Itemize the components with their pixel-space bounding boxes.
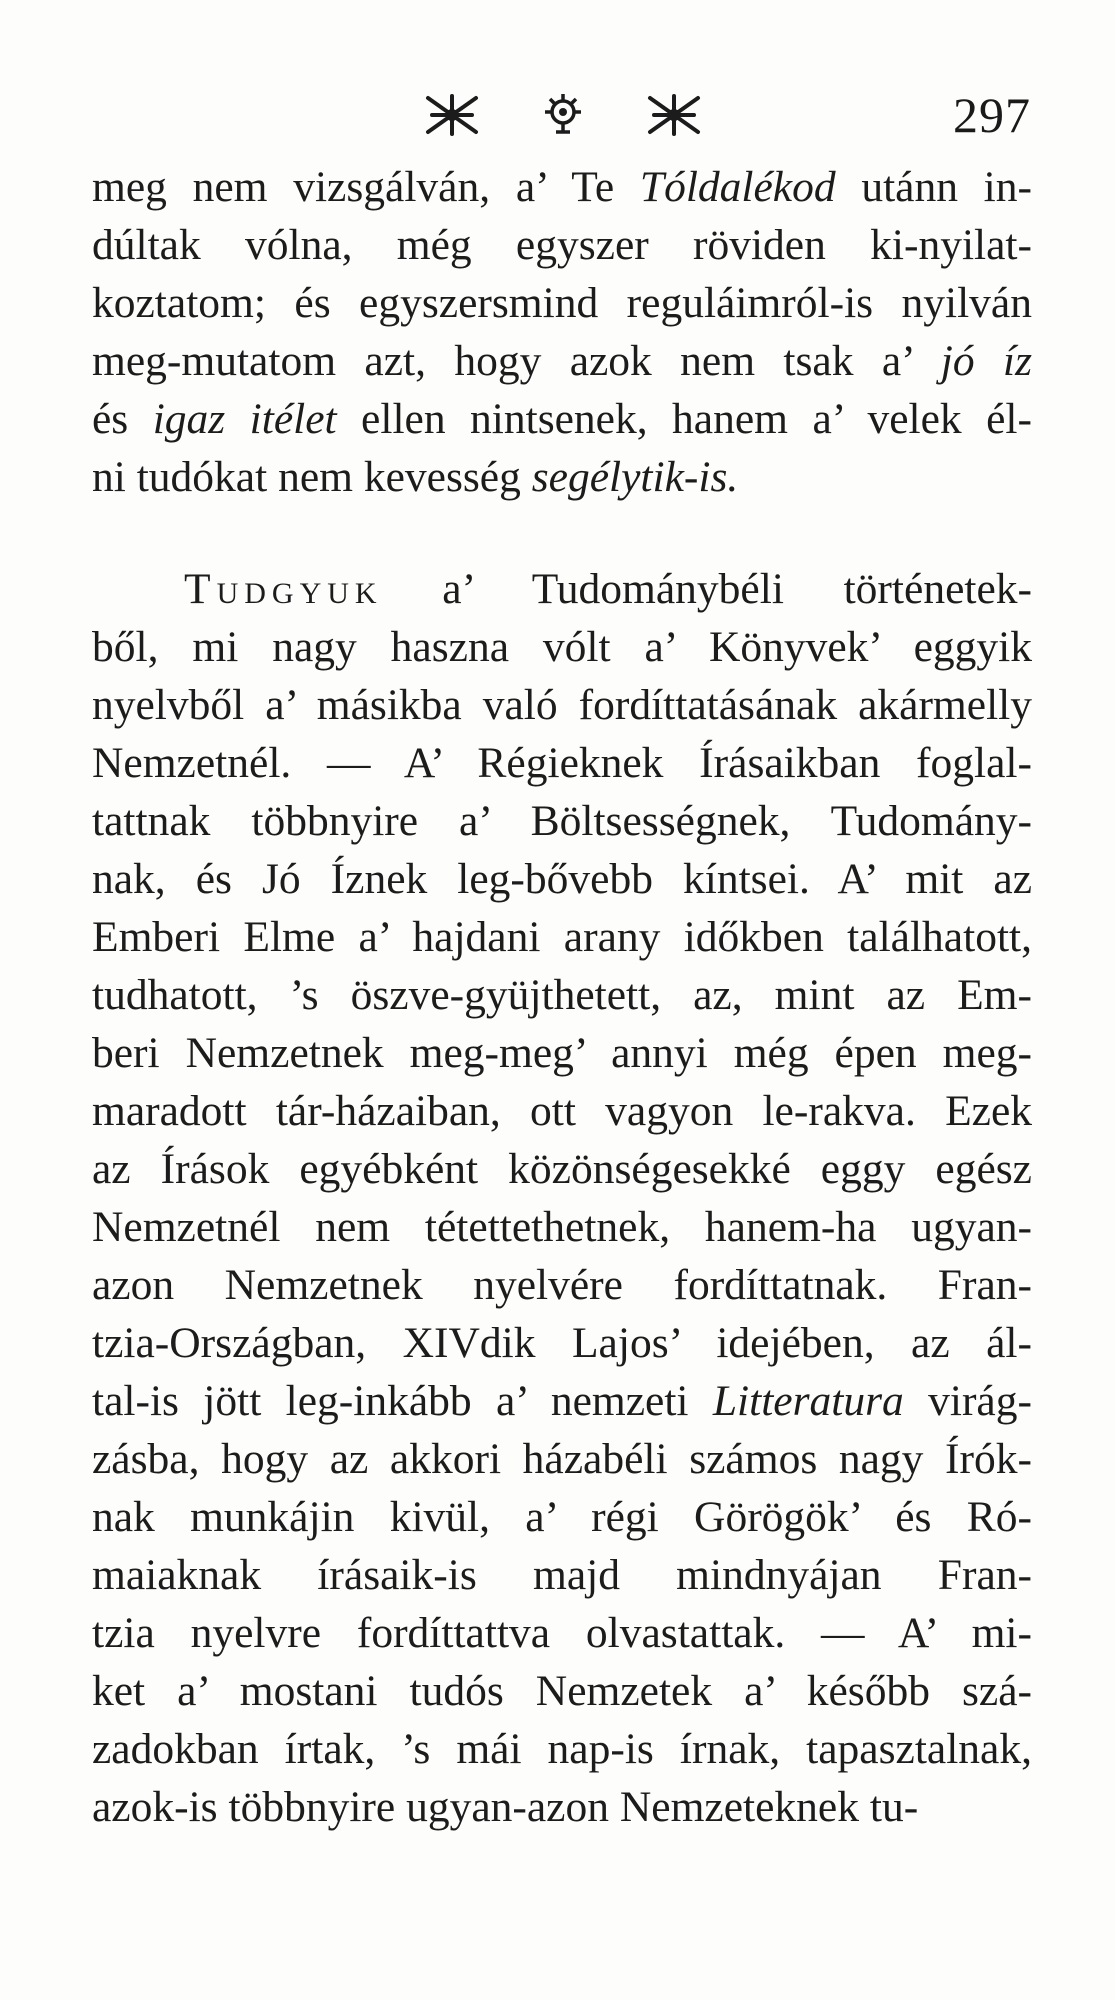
text-run: ellen nintsenek, hanem a’ velek él- xyxy=(336,395,1032,443)
text-run: tzia nyelvre fordíttattva olvastattak. — A’ mi- xyxy=(92,1609,1032,1657)
text-run: tudhatott, ’s öszve-gyüjthetett, az, mint az Em- xyxy=(92,971,1032,1019)
text-run: tal-is jött leg-inkább a’ nemzeti xyxy=(92,1377,713,1425)
text-line xyxy=(92,390,1032,448)
text-line xyxy=(92,1024,1032,1082)
text-line xyxy=(92,1604,1032,1662)
text-run: maiaknak írásaik-is majd mindnyájan Fran- xyxy=(92,1551,1032,1599)
text-run: beri Nemzetnek meg-meg’ annyi még épen meg- xyxy=(92,1029,1032,1077)
text-line xyxy=(92,1314,1032,1372)
text-run: Nemzetnél nem tétettethetnek, hanem-ha ugyan- xyxy=(92,1203,1032,1251)
lead-word: Tudgyuk xyxy=(184,565,383,613)
page-number: 297 xyxy=(953,87,1031,143)
text-run: dúltak vólna, még egyszer röviden ki-nyilat- xyxy=(92,221,1032,269)
text-run: meg-mutatom azt, hogy azok nem tsak a’ xyxy=(92,337,941,385)
italic-text: Tóldalékod xyxy=(639,163,836,211)
paragraph-continued xyxy=(92,158,1032,506)
text-line xyxy=(92,332,1032,390)
text-line xyxy=(92,1546,1032,1604)
text-line xyxy=(92,850,1032,908)
text-line xyxy=(92,448,1032,506)
text-run: ket a’ mostani tudós Nemzetek a’ később szá- xyxy=(92,1667,1032,1715)
text-line xyxy=(92,676,1032,734)
text-line xyxy=(92,908,1032,966)
text-line xyxy=(92,1430,1032,1488)
text-run: utánn in- xyxy=(835,163,1032,211)
text-run: ni tudókat nem kevesség xyxy=(92,453,532,501)
text-line xyxy=(92,1662,1032,1720)
text-line xyxy=(92,1140,1032,1198)
text-line xyxy=(92,560,1032,618)
text-run: ből, mi nagy haszna vólt a’ Könyvek’ eggyik xyxy=(92,623,1032,671)
text-line xyxy=(92,1256,1032,1314)
text-run: zadokban írtak, ’s mái nap-is írnak, tapasztalnak, xyxy=(92,1725,1032,1773)
text-run: zásba, hogy az akkori házabéli számos nagy Írók- xyxy=(92,1435,1032,1483)
text-run: a’ Tudománybéli történetek- xyxy=(382,565,1032,613)
text-run: nak, és Jó Íznek leg-bővebb kíntsei. A’ mit az xyxy=(92,855,1032,903)
text-run: azok-is többnyire ugyan-azon Nemzeteknek tu- xyxy=(92,1783,919,1831)
text-line xyxy=(92,1488,1032,1546)
page-header xyxy=(0,80,1115,150)
paragraph-tudgyuk xyxy=(92,560,1032,1836)
text-line xyxy=(92,1720,1032,1778)
italic-text: Litteratura xyxy=(712,1377,904,1425)
text-line xyxy=(92,1082,1032,1140)
text-line xyxy=(92,792,1032,850)
text-line xyxy=(92,618,1032,676)
printers-ornament-icon xyxy=(418,90,708,140)
text-run: nak munkájin kivül, a’ régi Görögök’ és Ró- xyxy=(92,1493,1032,1541)
text-run: az Írások egyébként közönségesekké eggy egész xyxy=(92,1145,1032,1193)
text-line xyxy=(92,1198,1032,1256)
italic-text: jó íz xyxy=(940,337,1032,385)
text-run: tzia-Országban, XIVdik Lajos’ idejében, az ál- xyxy=(92,1319,1032,1367)
text-run: Nemzetnél. — A’ Régieknek Írásaikban foglal- xyxy=(92,739,1032,787)
italic-text: segélytik-is. xyxy=(531,453,739,501)
text-line xyxy=(92,1372,1032,1430)
text-line xyxy=(92,1778,1032,1836)
text-run: koztatom; és egyszersmind reguláimról-is nyilván xyxy=(92,279,1032,327)
text-run: Emberi Elme a’ hajdani arany időkben találhatott, xyxy=(92,913,1032,961)
text-run: virág- xyxy=(903,1377,1032,1425)
text-line xyxy=(92,158,1032,216)
text-line xyxy=(92,274,1032,332)
italic-text: igaz itélet xyxy=(152,395,337,443)
text-run: maradott tár-házaiban, ott vagyon le-rakva. Ezek xyxy=(92,1087,1032,1135)
text-line xyxy=(92,734,1032,792)
text-run: meg nem vizsgálván, a’ Te xyxy=(92,163,640,211)
text-run: tattnak többnyire a’ Böltsességnek, Tudomány- xyxy=(92,797,1032,845)
text-run: azon Nemzetnek nyelvére fordíttatnak. Fran- xyxy=(92,1261,1032,1309)
text-run: és xyxy=(92,395,153,443)
text-line xyxy=(92,216,1032,274)
text-run: nyelvből a’ másikba való fordíttatásának akármelly xyxy=(92,681,1032,729)
text-line xyxy=(92,966,1032,1024)
